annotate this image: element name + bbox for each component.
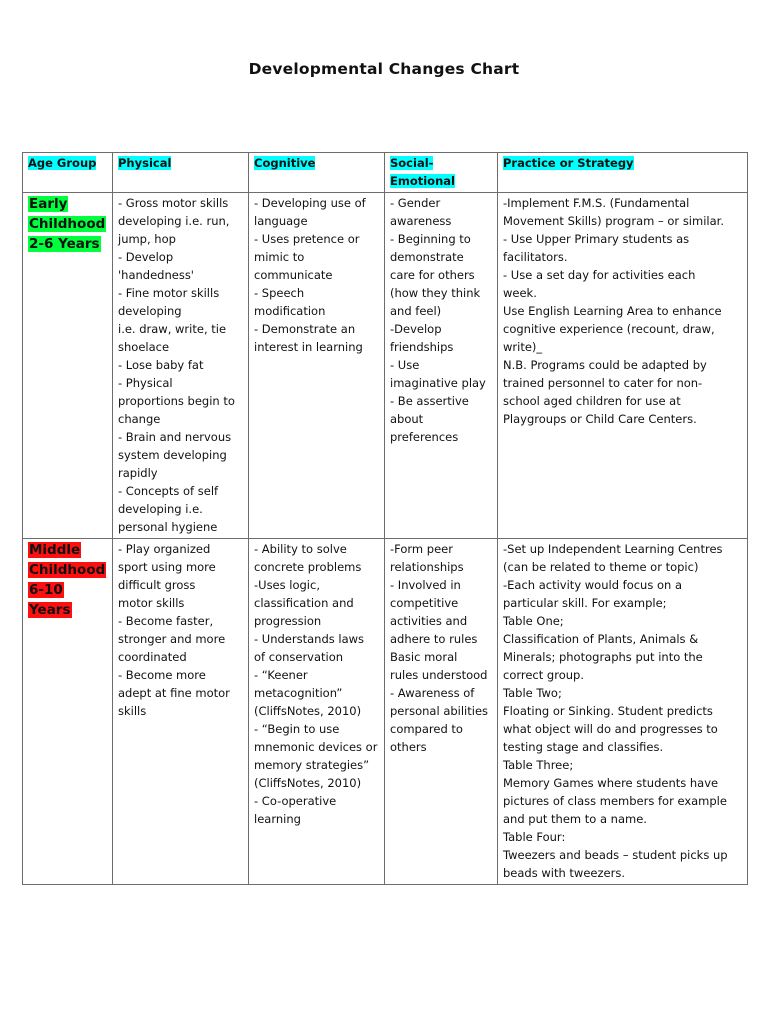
physical-line: jump, hop	[118, 232, 176, 246]
cognitive-line: classification and	[254, 596, 354, 610]
cognitive-line: - Speech	[254, 286, 305, 300]
cognitive-line: - Uses pretence or	[254, 232, 360, 246]
practice-line: Table Two;	[503, 686, 562, 700]
age-group-label: Childhood	[29, 216, 106, 232]
header-social-emotional	[385, 153, 498, 193]
cognitive-line: mimic to	[254, 250, 305, 264]
social-line: friendships	[390, 340, 454, 354]
physical-line: i.e. draw, write, tie	[118, 322, 227, 336]
practice-line: -Each activity would focus on a	[503, 578, 683, 592]
cognitive-line: modification	[254, 304, 326, 318]
physical-line: - Lose baby fat	[118, 358, 204, 372]
cognitive-line: - Understands laws	[254, 632, 365, 646]
physical-line: motor skills	[118, 596, 185, 610]
cognitive-line: - Co-operative	[254, 794, 337, 808]
age-group-cell	[23, 539, 113, 885]
practice-line: what object will do and progresses to	[503, 722, 718, 736]
practice-line: N.B. Programs could be adapted by	[503, 358, 707, 372]
practice-line: testing stage and classifies.	[503, 740, 664, 754]
practice-line: Table One;	[503, 614, 564, 628]
physical-line: stronger and more	[118, 632, 226, 646]
physical-line: - Concepts of self	[118, 484, 219, 498]
physical-line: personal hygiene	[118, 520, 218, 534]
cognitive-cell	[249, 539, 385, 885]
social-line: - Awareness of	[390, 686, 475, 700]
header-cognitive-label: Cognitive	[254, 156, 316, 170]
cognitive-line: communicate	[254, 268, 333, 282]
physical-line: - Fine motor skills	[118, 286, 220, 300]
social-line: (how they think	[390, 286, 481, 300]
physical-line: adept at fine motor	[118, 686, 230, 700]
age-group-label: 6-10	[29, 582, 63, 598]
practice-line: and put them to a name.	[503, 812, 647, 826]
social-line: about	[390, 412, 424, 426]
physical-line: - Physical	[118, 376, 173, 390]
cognitive-line: language	[254, 214, 308, 228]
developmental-changes-table	[22, 152, 748, 885]
table-row-middle-childhood	[23, 539, 748, 885]
practice-line: - Use a set day for activities each	[503, 268, 696, 282]
social-cell	[385, 193, 498, 539]
physical-line: developing i.e. run,	[118, 214, 230, 228]
social-line: activities and	[390, 614, 468, 628]
social-line: personal abilities	[390, 704, 489, 718]
social-line: - Gender	[390, 196, 441, 210]
physical-line: skills	[118, 704, 147, 718]
cognitive-line: mnemonic devices or	[254, 740, 378, 754]
practice-line: week.	[503, 286, 537, 300]
practice-cell	[498, 539, 748, 885]
social-line: demonstrate	[390, 250, 464, 264]
physical-line: difficult gross	[118, 578, 196, 592]
age-group-label: 2-6 Years	[29, 236, 100, 252]
practice-line: trained personnel to cater for non-	[503, 376, 703, 390]
physical-line: - Become more	[118, 668, 206, 682]
physical-line: shoelace	[118, 340, 170, 354]
physical-cell	[113, 193, 249, 539]
social-line: rules understood	[390, 668, 488, 682]
social-line: compared to	[390, 722, 463, 736]
social-line: care for others	[390, 268, 475, 282]
social-line: -Develop	[390, 322, 442, 336]
practice-line: Movement Skills) program – or similar.	[503, 214, 724, 228]
page-title: Developmental Changes Chart	[248, 60, 520, 78]
practice-line: -Set up Independent Learning Centres	[503, 542, 723, 556]
practice-line: - Use Upper Primary students as	[503, 232, 690, 246]
header-social-label-line2: Emotional	[390, 174, 455, 188]
cognitive-line: - “Keener	[254, 668, 308, 682]
header-practice-strategy	[498, 153, 748, 193]
age-group-label: Years	[29, 602, 71, 618]
cognitive-line: learning	[254, 812, 301, 826]
practice-cell	[498, 193, 748, 539]
physical-line: - Develop	[118, 250, 174, 264]
header-cognitive	[249, 153, 385, 193]
cognitive-line: -Uses logic,	[254, 578, 320, 592]
social-line: - Use	[390, 358, 420, 372]
physical-line: developing i.e.	[118, 502, 203, 516]
physical-line: 'handedness'	[118, 268, 194, 282]
practice-line: Tweezers and beads – student picks up	[503, 848, 728, 862]
cognitive-line: - Ability to solve	[254, 542, 347, 556]
cognitive-line: - Developing use of	[254, 196, 366, 210]
cognitive-line: metacognition”	[254, 686, 343, 700]
cognitive-line: - “Begin to use	[254, 722, 340, 736]
social-line: imaginative play	[390, 376, 486, 390]
practice-line: Classification of Plants, Animals &	[503, 632, 699, 646]
header-physical	[113, 153, 249, 193]
social-line: - Involved in	[390, 578, 461, 592]
cognitive-line: memory strategies”	[254, 758, 370, 772]
social-line: adhere to rules	[390, 632, 478, 646]
practice-line: (can be related to theme or topic)	[503, 560, 699, 574]
header-physical-label: Physical	[118, 156, 172, 170]
social-line: - Beginning to	[390, 232, 471, 246]
social-line: others	[390, 740, 427, 754]
practice-line: Table Three;	[503, 758, 574, 772]
physical-line: - Play organized	[118, 542, 211, 556]
table-row-early-childhood	[23, 193, 748, 539]
social-line: preferences	[390, 430, 459, 444]
physical-line: - Gross motor skills	[118, 196, 229, 210]
cognitive-cell	[249, 193, 385, 539]
age-group-label: Middle	[29, 542, 81, 558]
practice-line: beads with tweezers.	[503, 866, 625, 880]
practice-line: cognitive experience (recount, draw,	[503, 322, 715, 336]
social-line: -Form peer	[390, 542, 453, 556]
age-group-cell	[23, 193, 113, 539]
social-line: Basic moral	[390, 650, 458, 664]
header-row	[23, 153, 748, 193]
practice-line: Use English Learning Area to enhance	[503, 304, 722, 318]
header-age-group	[23, 153, 113, 193]
practice-line: Playgroups or Child Care Centers.	[503, 412, 697, 426]
social-line: awareness	[390, 214, 452, 228]
practice-line: Memory Games where students have	[503, 776, 719, 790]
header-practice-label: Practice or Strategy	[503, 156, 634, 170]
age-group-label: Childhood	[29, 562, 106, 578]
cognitive-line: - Demonstrate an	[254, 322, 356, 336]
social-line: relationships	[390, 560, 464, 574]
physical-line: proportions begin to	[118, 394, 235, 408]
cognitive-line: interest in learning	[254, 340, 363, 354]
physical-line: developing	[118, 304, 182, 318]
practice-line: school aged children for use at	[503, 394, 681, 408]
practice-line: write)_	[503, 340, 543, 354]
physical-line: change	[118, 412, 161, 426]
cognitive-line: (CliffsNotes, 2010)	[254, 776, 362, 790]
header-age-group-label: Age Group	[28, 156, 97, 170]
practice-line: Floating or Sinking. Student predicts	[503, 704, 713, 718]
social-line: - Be assertive	[390, 394, 469, 408]
cognitive-line: progression	[254, 614, 322, 628]
physical-line: coordinated	[118, 650, 187, 664]
physical-line: - Become faster,	[118, 614, 214, 628]
social-line: and feel)	[390, 304, 442, 318]
practice-line: facilitators.	[503, 250, 568, 264]
physical-line: rapidly	[118, 466, 158, 480]
social-line: competitive	[390, 596, 459, 610]
practice-line: pictures of class members for example	[503, 794, 727, 808]
age-group-label: Early	[29, 196, 68, 212]
physical-line: system developing	[118, 448, 227, 462]
physical-line: sport using more	[118, 560, 216, 574]
practice-line: Minerals; photographs put into the	[503, 650, 703, 664]
social-cell	[385, 539, 498, 885]
cognitive-line: (CliffsNotes, 2010)	[254, 704, 362, 718]
header-social-label-line1: Social-	[390, 156, 434, 170]
physical-cell	[113, 539, 249, 885]
practice-line: particular skill. For example;	[503, 596, 667, 610]
cognitive-line: of conservation	[254, 650, 344, 664]
physical-line: - Brain and nervous	[118, 430, 232, 444]
practice-line: -Implement F.M.S. (Fundamental	[503, 196, 690, 210]
cognitive-line: concrete problems	[254, 560, 362, 574]
practice-line: Table Four:	[503, 830, 566, 844]
practice-line: correct group.	[503, 668, 584, 682]
